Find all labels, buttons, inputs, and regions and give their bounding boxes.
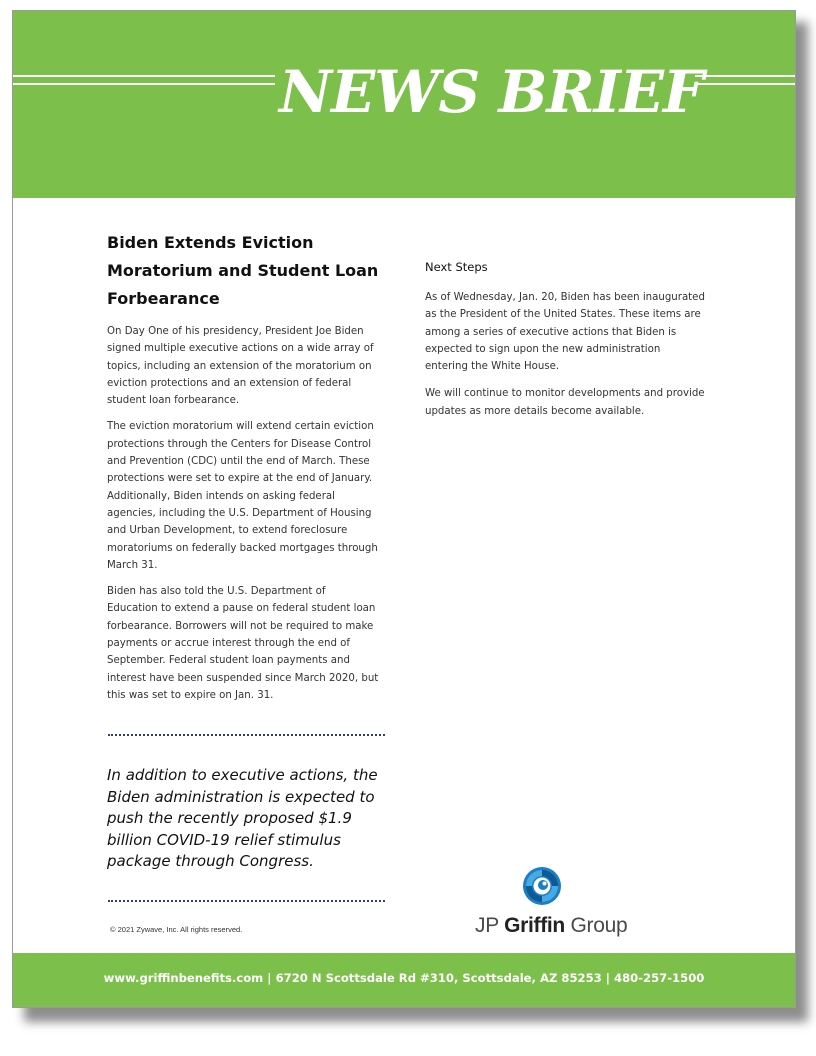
header-title: NEWS BRIEF	[279, 58, 704, 126]
footer-contact: www.griffinbenefits.com | 6720 N Scottsdale Rd #310, Scottsdale, AZ 85253 | 480-257-1500	[103, 971, 705, 985]
company-logo-text	[475, 913, 627, 939]
headline-line: Forbearance	[107, 289, 220, 308]
article-headline	[107, 229, 379, 313]
header-banner	[13, 11, 795, 198]
next-steps-heading: Next Steps	[425, 260, 488, 274]
article-column	[107, 229, 379, 713]
header-rule-bottom-left	[13, 83, 275, 85]
dotted-divider-bottom	[108, 900, 385, 902]
article-paragraph: Biden has also told the U.S. Department of Education to extend a pause on federal student loan forbearance. Borrowers will not be required to make payments or accrue interest through the end of September. Federal student loan payments and interest have been suspended since March 2020, but this was set to expire on Jan. 31.	[107, 586, 379, 701]
next-steps-column	[425, 259, 705, 429]
logo-bold: Griffin	[504, 914, 565, 937]
header-rule-top-right	[695, 75, 795, 77]
callout-quote: In addition to executive actions, the Biden administration is expected to push the recently proposed $1.9 billion COVID-19 relief stimulus package through Congress.	[107, 766, 378, 870]
article-paragraph: On Day One of his presidency, President Joe Biden signed multiple executive actions on a wide array of topics, including an extension of the moratorium on eviction protections and an extension of federal student loan forbearance.	[107, 326, 374, 407]
copyright-notice: © 2021 Zywave, Inc. All rights reserved.	[110, 925, 243, 934]
footer-banner	[13, 953, 795, 1007]
header-rule-top-left	[13, 75, 275, 77]
header-rule-bottom-right	[695, 83, 795, 85]
headline-line: Moratorium and Student Loan	[107, 261, 379, 280]
swirl-logo-icon	[522, 866, 562, 911]
article-paragraph: The eviction moratorium will extend certain eviction protections through the Centers for Disease Control and Prevention (CDC) until the end of March. These protections were set to expire at the end of January. Additionally, Biden intends on asking federal agencies, including the U.S. Department of Housing and Urban Development, to extend foreclosure moratoriums on federally backed mortgages through March 31.	[107, 421, 378, 571]
next-steps-paragraph: We will continue to monitor developments and provide updates as more details become available.	[425, 388, 705, 417]
dotted-divider-top	[108, 734, 385, 736]
headline-line: Biden Extends Eviction	[107, 233, 314, 252]
logo-suffix: Group	[564, 914, 628, 937]
document-page	[12, 10, 796, 1008]
logo-prefix: JP	[475, 914, 505, 937]
next-steps-paragraph: As of Wednesday, Jan. 20, Biden has been inaugurated as the President of the United States. These items are among a series of executive actions that Biden is expected to sign upon the new administration entering the White House.	[425, 292, 705, 373]
